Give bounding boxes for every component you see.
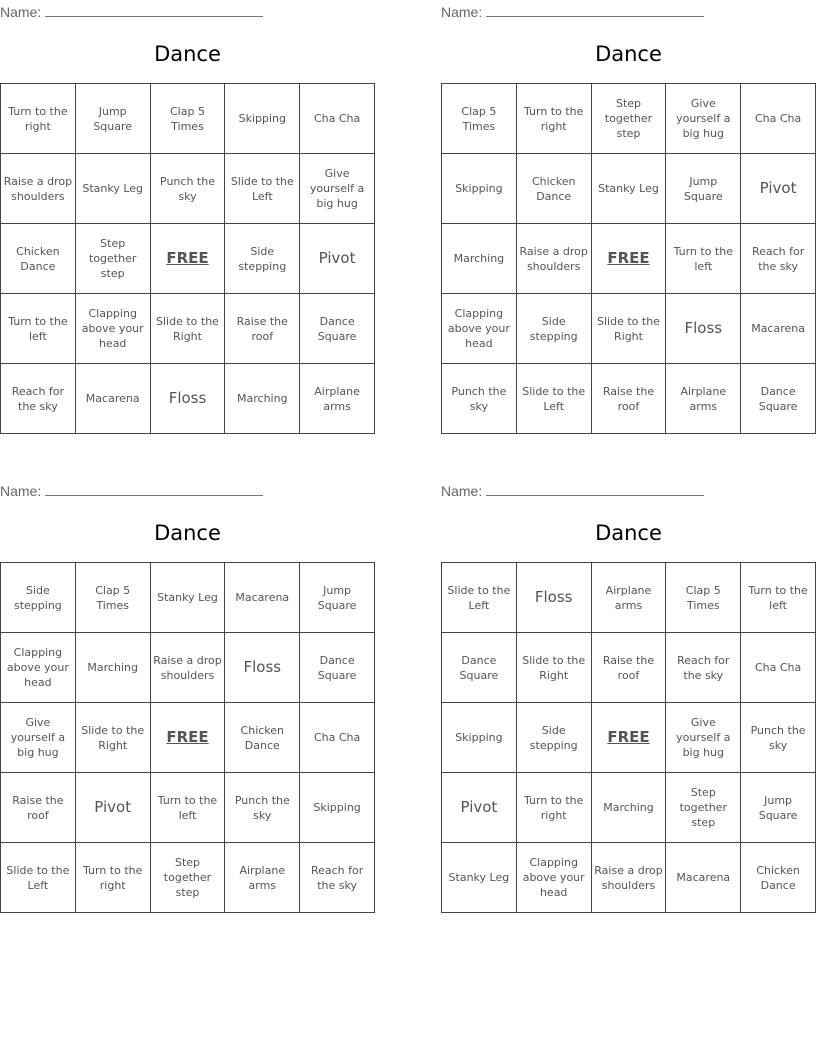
bingo-cell: Turn to the right	[76, 843, 151, 913]
free-cell: FREE	[151, 703, 226, 773]
bingo-cell: Give yourself a big hug	[1, 703, 76, 773]
bingo-cell: Dance Square	[442, 633, 517, 703]
bingo-cell: Chicken Dance	[741, 843, 816, 913]
bingo-cell: Punch the sky	[442, 364, 517, 434]
bingo-cell: Raise a drop shoulders	[151, 633, 226, 703]
bingo-cell: Skipping	[300, 773, 375, 843]
bingo-cell: Reach for the sky	[300, 843, 375, 913]
bingo-cell: Clapping above your head	[442, 294, 517, 364]
bingo-cell: Airplane arms	[666, 364, 741, 434]
bingo-cell: Clap 5 Times	[151, 84, 226, 154]
name-blank	[45, 2, 263, 17]
bingo-cell: Stanky Leg	[442, 843, 517, 913]
bingo-cell: Clap 5 Times	[442, 84, 517, 154]
bingo-cell: Clapping above your head	[1, 633, 76, 703]
bingo-grid	[0, 562, 375, 913]
card-title: Dance	[595, 42, 662, 66]
bingo-cell: Floss	[517, 563, 592, 633]
bingo-cell: Step together step	[592, 84, 667, 154]
bingo-cell: Slide to the Left	[517, 364, 592, 434]
bingo-cell: Side stepping	[517, 703, 592, 773]
bingo-cell: Raise a drop shoulders	[592, 843, 667, 913]
bingo-cell: Give yourself a big hug	[666, 703, 741, 773]
bingo-cell: Punch the sky	[741, 703, 816, 773]
bingo-cell: Chicken Dance	[517, 154, 592, 224]
name-label: Name:	[441, 483, 483, 499]
bingo-cell: Marching	[592, 773, 667, 843]
name-label: Name:	[0, 4, 42, 20]
bingo-cell: Airplane arms	[592, 563, 667, 633]
bingo-cell: Cha Cha	[300, 703, 375, 773]
bingo-cell: Raise a drop shoulders	[517, 224, 592, 294]
bingo-cell: Floss	[225, 633, 300, 703]
bingo-cell: Clap 5 Times	[666, 563, 741, 633]
bingo-cell: Dance Square	[300, 294, 375, 364]
bingo-cell: Step together step	[666, 773, 741, 843]
bingo-cell: Cha Cha	[741, 633, 816, 703]
bingo-cell: Clapping above your head	[76, 294, 151, 364]
bingo-cell: Turn to the left	[151, 773, 226, 843]
free-cell: FREE	[592, 703, 667, 773]
bingo-cell: Raise the roof	[1, 773, 76, 843]
bingo-cell: Marching	[76, 633, 151, 703]
bingo-grid	[441, 562, 816, 913]
bingo-cell: Dance Square	[300, 633, 375, 703]
bingo-cell: Step together step	[151, 843, 226, 913]
bingo-cell: Raise the roof	[225, 294, 300, 364]
bingo-cell: Turn to the right	[1, 84, 76, 154]
bingo-cell: Give yourself a big hug	[300, 154, 375, 224]
bingo-cell: Turn to the left	[666, 224, 741, 294]
bingo-cell: Stanky Leg	[76, 154, 151, 224]
bingo-card-4	[441, 479, 816, 914]
bingo-cell: Turn to the right	[517, 773, 592, 843]
bingo-cell: Side stepping	[1, 563, 76, 633]
bingo-cell: Chicken Dance	[1, 224, 76, 294]
bingo-cell: Step together step	[76, 224, 151, 294]
card-title: Dance	[595, 521, 662, 545]
card-title: Dance	[154, 521, 221, 545]
bingo-cell: Macarena	[225, 563, 300, 633]
bingo-cell: Stanky Leg	[151, 563, 226, 633]
bingo-cell: Pivot	[76, 773, 151, 843]
name-line	[441, 481, 704, 499]
bingo-card-3	[0, 479, 375, 914]
bingo-cell: Clapping above your head	[517, 843, 592, 913]
bingo-grid	[0, 83, 375, 434]
name-line	[441, 2, 704, 20]
card-title: Dance	[154, 42, 221, 66]
bingo-cell: Macarena	[741, 294, 816, 364]
bingo-cell: Pivot	[442, 773, 517, 843]
bingo-cell: Skipping	[442, 703, 517, 773]
free-cell: FREE	[592, 224, 667, 294]
bingo-cell: Macarena	[666, 843, 741, 913]
bingo-cell: Skipping	[225, 84, 300, 154]
bingo-cell: Pivot	[300, 224, 375, 294]
bingo-cell: Punch the sky	[225, 773, 300, 843]
bingo-cell: Marching	[225, 364, 300, 434]
bingo-cell: Pivot	[741, 154, 816, 224]
bingo-cell: Marching	[442, 224, 517, 294]
bingo-cell: Reach for the sky	[741, 224, 816, 294]
name-blank	[486, 2, 704, 17]
name-label: Name:	[441, 4, 483, 20]
bingo-cell: Punch the sky	[151, 154, 226, 224]
bingo-cell: Skipping	[442, 154, 517, 224]
bingo-cell: Airplane arms	[225, 843, 300, 913]
bingo-cell: Dance Square	[741, 364, 816, 434]
bingo-cell: Clap 5 Times	[76, 563, 151, 633]
bingo-cell: Chicken Dance	[225, 703, 300, 773]
name-label: Name:	[0, 483, 42, 499]
name-blank	[486, 481, 704, 496]
bingo-cell: Cha Cha	[741, 84, 816, 154]
bingo-cell: Jump Square	[666, 154, 741, 224]
bingo-cell: Side stepping	[225, 224, 300, 294]
bingo-cell: Side stepping	[517, 294, 592, 364]
bingo-cell: Raise a drop shoulders	[1, 154, 76, 224]
bingo-cell: Reach for the sky	[1, 364, 76, 434]
bingo-cell: Slide to the Left	[225, 154, 300, 224]
bingo-cell: Slide to the Right	[151, 294, 226, 364]
bingo-cell: Stanky Leg	[592, 154, 667, 224]
bingo-cell: Slide to the Right	[76, 703, 151, 773]
bingo-cell: Turn to the left	[1, 294, 76, 364]
bingo-cell: Slide to the Right	[517, 633, 592, 703]
bingo-cell: Reach for the sky	[666, 633, 741, 703]
free-cell: FREE	[151, 224, 226, 294]
name-line	[0, 481, 263, 499]
bingo-cell: Raise the roof	[592, 633, 667, 703]
bingo-cell: Give yourself a big hug	[666, 84, 741, 154]
bingo-cell: Turn to the left	[741, 563, 816, 633]
bingo-cell: Cha Cha	[300, 84, 375, 154]
bingo-cell: Slide to the Right	[592, 294, 667, 364]
bingo-cell: Floss	[666, 294, 741, 364]
bingo-card-1	[0, 0, 375, 435]
bingo-cell: Slide to the Left	[442, 563, 517, 633]
bingo-cell: Airplane arms	[300, 364, 375, 434]
name-line	[0, 2, 263, 20]
bingo-grid	[441, 83, 816, 434]
bingo-cell: Macarena	[76, 364, 151, 434]
bingo-card-2	[441, 0, 816, 435]
bingo-cell: Jump Square	[300, 563, 375, 633]
bingo-cell: Raise the roof	[592, 364, 667, 434]
bingo-cell: Slide to the Left	[1, 843, 76, 913]
bingo-cell: Turn to the right	[517, 84, 592, 154]
bingo-cell: Floss	[151, 364, 226, 434]
bingo-cell: Jump Square	[741, 773, 816, 843]
bingo-cell: Jump Square	[76, 84, 151, 154]
name-blank	[45, 481, 263, 496]
